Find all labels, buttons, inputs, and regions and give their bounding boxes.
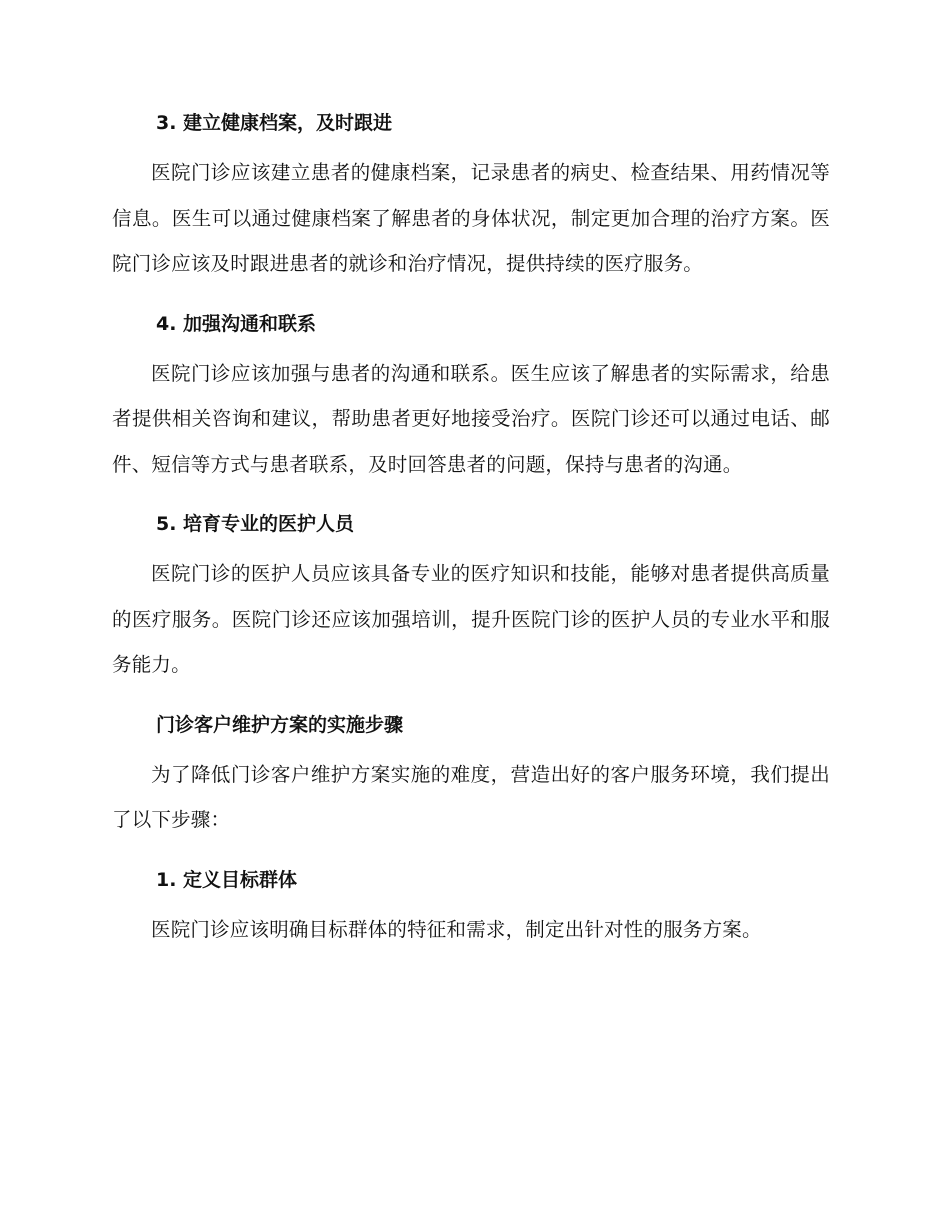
section-heading-health-records: 3. 建立健康档案，及时跟进 [156, 112, 393, 134]
section-heading-medical-staff: 5. 培育专业的医护人员 [156, 513, 355, 535]
section-paragraph-implementation-steps: 为了降低门诊客户维护方案实施的难度，营造出好的客户服务环境，我们提出了以下步骤： [112, 762, 830, 831]
section-paragraph-health-records: 医院门诊应该建立患者的健康档案，记录患者的病史、检查结果、用药情况等信息。医生可以通过健康档案了解患者的身体状况，制定更加合理的治疗方案。医院门诊应该及时跟进患者的就诊和治疗情况，提供持续的医疗服务。 [112, 161, 830, 275]
section-heading-implementation-steps: 门诊客户维护方案的实施步骤 [156, 713, 404, 736]
section-paragraph-medical-staff: 医院门诊的医护人员应该具备专业的医疗知识和技能，能够对患者提供高质量的医疗服务。医院门诊还应该加强培训，提升医院门诊的医护人员的专业水平和服务能力。 [112, 562, 830, 676]
section-heading-target-group: 1. 定义目标群体 [156, 868, 298, 891]
section-paragraph-communication: 医院门诊应该加强与患者的沟通和联系。医生应该了解患者的实际需求，给患者提供相关咨询和建议，帮助患者更好地接受治疗。医院门诊还可以通过电话、邮件、短信等方式与患者联系，及时回答患者的问题，保持与患者的沟通。 [112, 361, 830, 476]
section-paragraph-target-group: 医院门诊应该明确目标群体的特征和需求，制定出针对性的服务方案。 [151, 917, 762, 941]
section-heading-communication: 4. 加强沟通和联系 [156, 312, 317, 335]
